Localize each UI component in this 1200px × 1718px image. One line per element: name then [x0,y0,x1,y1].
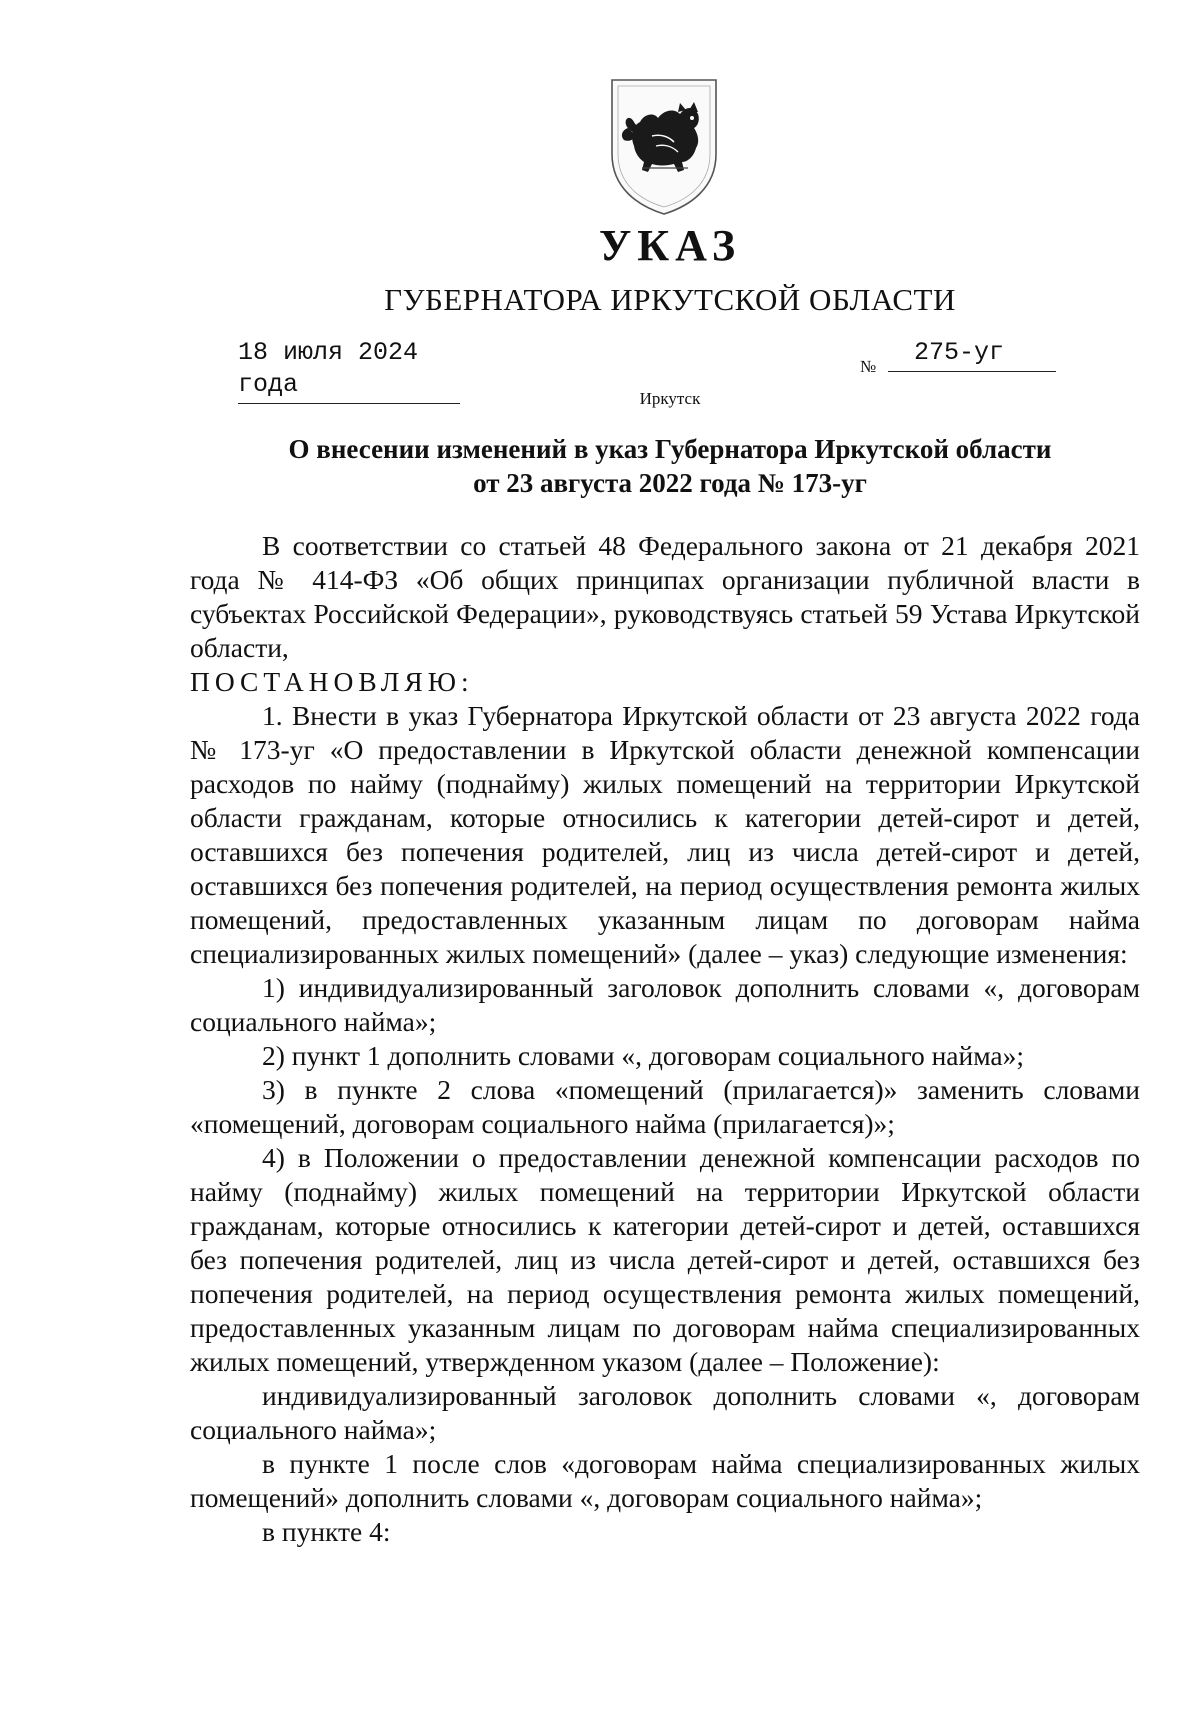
subject-line-1: О внесении изменений в указ Губернатора Иркутской области [288,434,1052,464]
subject-line-2: от 23 августа 2022 года № 173-уг [473,468,867,498]
item-1-paragraph: 1. Внести в указ Губернатора Иркутской области от 23 августа 2022 года № 173-уг «О предоставлении в Иркутской области денежной компенсации расходов по найму (поднайму) жилых помещений на территории Иркутской области гражданам, которые относились к категории детей-сирот и детей, оставшихся без попечения родителей, лиц из числа детей-сирот и детей, оставшихся без попечения родителей, на период осуществления ремонта жилых помещений, предоставленных указанным лицам по договорам найма специализированных жилых помещений» (далее – указ) следующие изменения: [190,700,1140,969]
preamble-paragraph: В соответствии со статьей 48 Федерального закона от 21 декабря 2021 года № 414-ФЗ «Об общих принципах организации публичной власти в субъектах Российской Федерации», руководствуясь статьей 59 Устава Иркутской области, [190,530,1140,663]
subitem-3-paragraph: 3) в пункте 2 слова «помещений (прилагается)» заменить словами «помещений, договорам социального найма (прилагается)»; [190,1074,1140,1139]
issue-city: Иркутск [639,389,701,408]
subitem-4-paragraph: 4) в Положении о предоставлении денежной компенсации расходов по найму (поднайму) жилых помещений на территории Иркутской области гражданам, которые относились к категории детей-сирот и детей, оставшихся без попечения родителей, лиц из числа детей-сирот и детей, оставшихся без попечения родителей, на период осуществления ремонта жилых помещений, предоставленных указанным лицам по договорам найма специализированных жилых помещений, утвержденном указом (далее – Положение): [190,1142,1140,1377]
document-title: УКАЗ [598,221,742,270]
number-label: № [860,357,877,376]
issuing-authority: ГУБЕРНАТОРА ИРКУТСКОЙ ОБЛАСТИ [384,282,956,317]
document-date: 18 июля 2024 года [238,337,460,404]
subitem-4b-paragraph: в пункте 1 после слов «договорам найма специализированных жилых помещений» дополнить словами «, договорам социального найма»; [190,1448,1140,1513]
document-body [190,529,1140,1549]
subitem-1-paragraph: 1) индивидуализированный заголовок дополнить словами «, договорам социального найма»; [190,972,1140,1037]
document-number: 275-уг [888,337,1056,372]
coat-of-arms-icon [608,76,720,216]
subitem-4c-paragraph: в пункте 4: [262,1516,391,1547]
subitem-4a-paragraph: индивидуализированный заголовок дополнить словами «, договорам социального найма»; [190,1380,1140,1445]
subitem-2-paragraph: 2) пункт 1 дополнить словами «, договорам социального найма»; [262,1040,1025,1071]
document-subject [180,432,1160,500]
decree-word: ПОСТАНОВЛЯЮ: [190,666,474,697]
